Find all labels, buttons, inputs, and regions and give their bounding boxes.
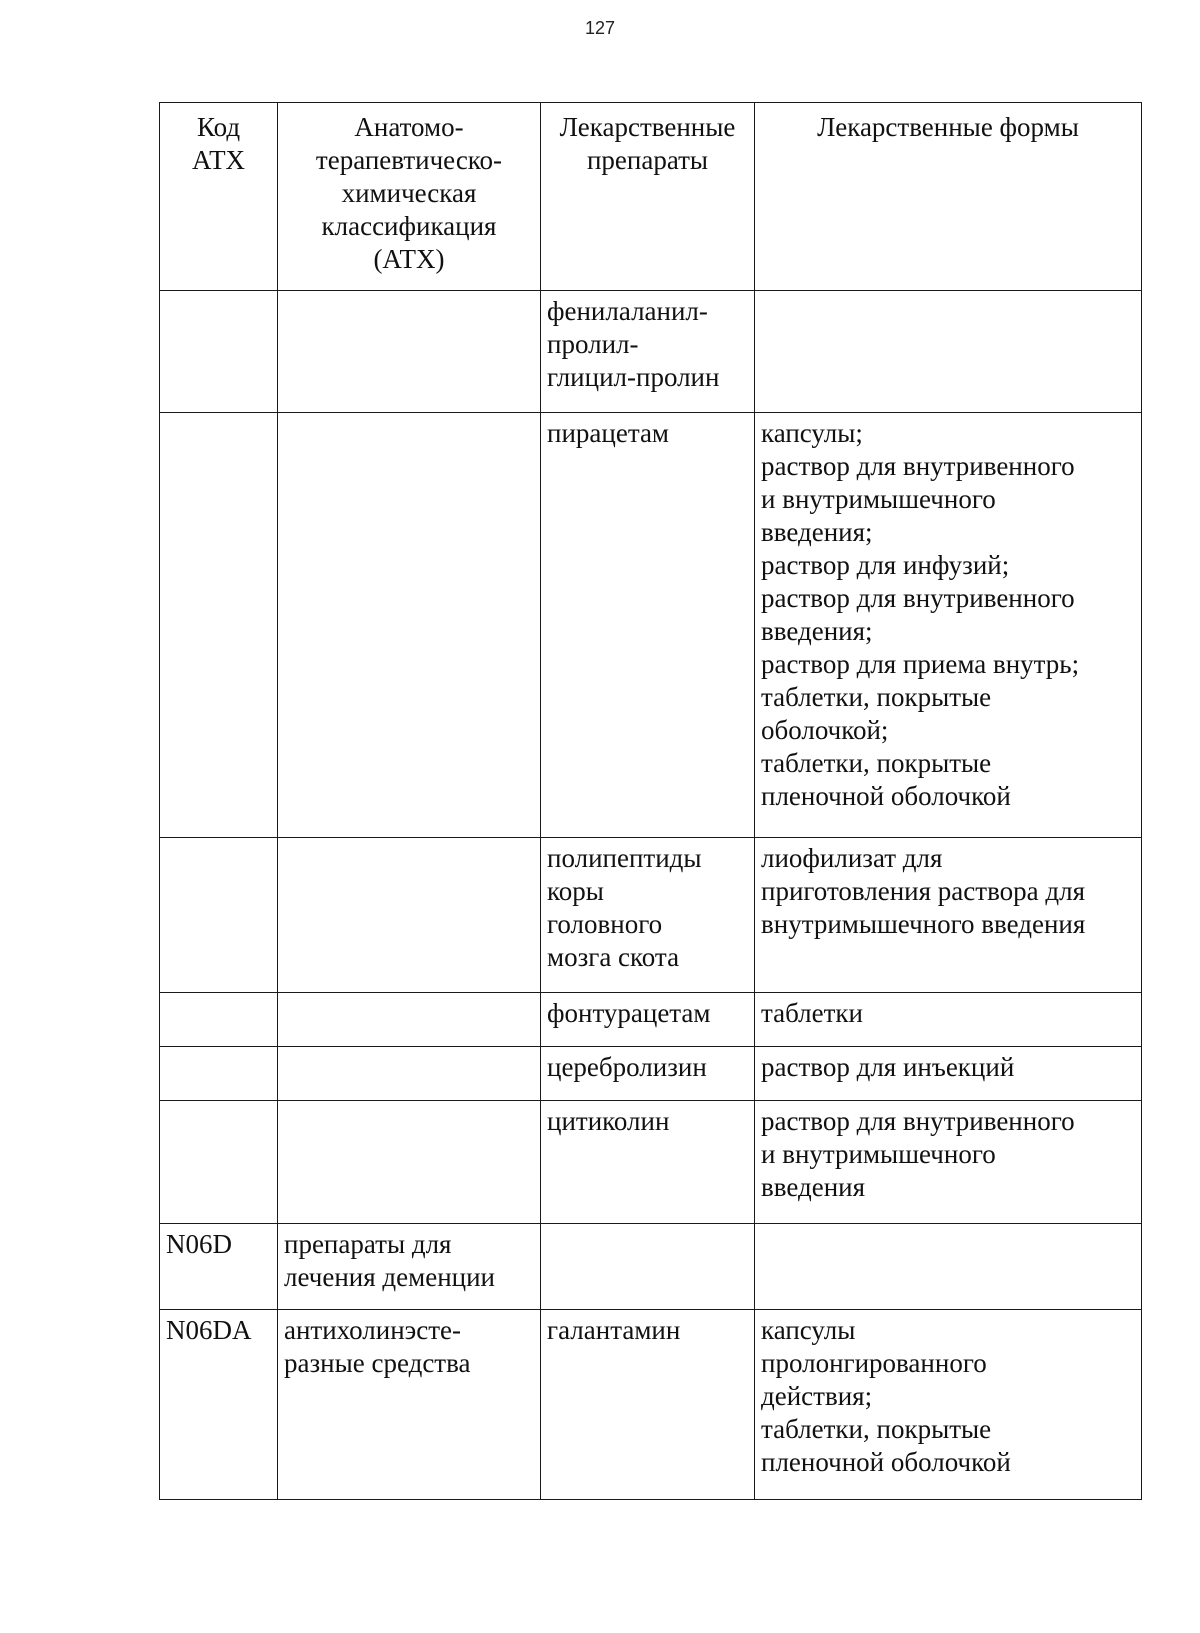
cell-drug: пирацетам bbox=[541, 413, 755, 838]
cell-drug: фонтурацетам bbox=[541, 993, 755, 1047]
cell-drug bbox=[541, 1224, 755, 1310]
cell-code: N06DA bbox=[160, 1310, 278, 1500]
cell-classification bbox=[278, 838, 541, 993]
cell-code bbox=[160, 291, 278, 413]
cell-code: N06D bbox=[160, 1224, 278, 1310]
header-classification: Анатомо- терапевтическо- химическая классификация (АТХ) bbox=[278, 103, 541, 291]
cell-classification bbox=[278, 291, 541, 413]
cell-code bbox=[160, 838, 278, 993]
page-number: 127 bbox=[584, 18, 616, 38]
cell-drug: церебролизин bbox=[541, 1047, 755, 1101]
cell-classification bbox=[278, 413, 541, 838]
cell-code bbox=[160, 993, 278, 1047]
table-row bbox=[160, 413, 1142, 838]
cell-classification bbox=[278, 1101, 541, 1224]
cell-forms: раствор для инъекций bbox=[755, 1047, 1142, 1101]
cell-code bbox=[160, 413, 278, 838]
cell-code bbox=[160, 1047, 278, 1101]
cell-classification bbox=[278, 1047, 541, 1101]
cell-drug: галантамин bbox=[541, 1310, 755, 1500]
table-row bbox=[160, 993, 1142, 1047]
table-row bbox=[160, 1310, 1142, 1500]
table-row bbox=[160, 291, 1142, 413]
table-row bbox=[160, 1224, 1142, 1310]
header-forms: Лекарственные формы bbox=[755, 103, 1142, 291]
cell-forms: раствор для внутривенного и внутримышечного введения bbox=[755, 1101, 1142, 1224]
cell-classification bbox=[278, 993, 541, 1047]
cell-code bbox=[160, 1101, 278, 1224]
table-row bbox=[160, 1047, 1142, 1101]
cell-drug: полипептиды коры головного мозга скота bbox=[541, 838, 755, 993]
header-code: Код АТХ bbox=[160, 103, 278, 291]
cell-forms: капсулы пролонгированного действия; таблетки, покрытые пленочной оболочкой bbox=[755, 1310, 1142, 1500]
cell-drug: цитиколин bbox=[541, 1101, 755, 1224]
header-drugs: Лекарственные препараты bbox=[541, 103, 755, 291]
table-row bbox=[160, 838, 1142, 993]
cell-forms: капсулы; раствор для внутривенного и внутримышечного введения; раствор для инфузий; раствор для внутривенного введения; раствор для приема внутрь; таблетки, покрытые оболочкой; таблетки, покрытые пленочной оболочкой bbox=[755, 413, 1142, 838]
table-header-row bbox=[160, 103, 1142, 291]
table-row bbox=[160, 1101, 1142, 1224]
cell-forms: лиофилизат для приготовления раствора для внутримышечного введения bbox=[755, 838, 1142, 993]
cell-classification: препараты для лечения деменции bbox=[278, 1224, 541, 1310]
atx-drug-table bbox=[159, 102, 1142, 1500]
cell-forms bbox=[755, 1224, 1142, 1310]
cell-classification: антихолинэсте- разные средства bbox=[278, 1310, 541, 1500]
cell-drug: фенилаланил- пролил- глицил-пролин bbox=[541, 291, 755, 413]
cell-forms bbox=[755, 291, 1142, 413]
cell-forms: таблетки bbox=[755, 993, 1142, 1047]
